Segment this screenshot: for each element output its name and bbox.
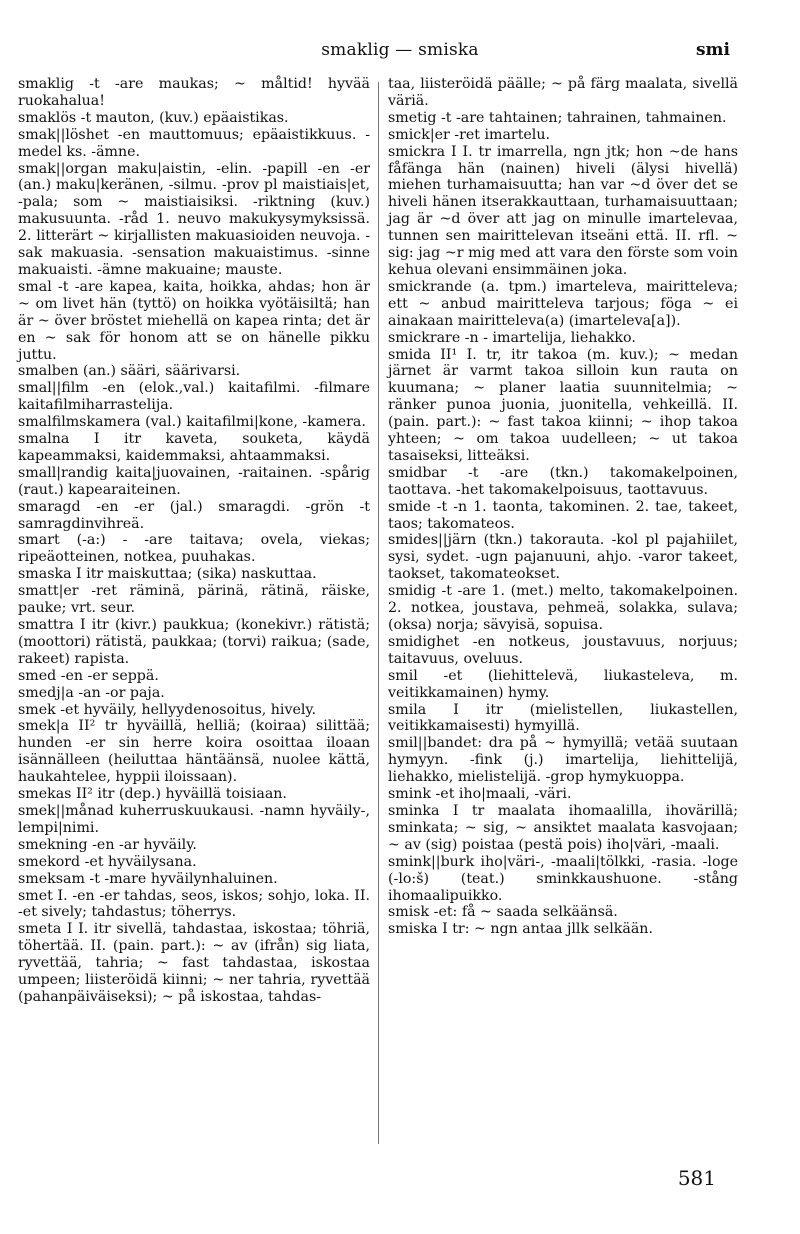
dictionary-entry: smidighet -en notkeus, joustavuus, norjuus; taitavuus, oveluus. [388,633,738,667]
dictionary-entry: smalfilmskamera (val.) kaitafilmi|kone, -kamera. [18,414,366,431]
dictionary-entry: smaragd -en -er (jal.) smaragdi. -grön -t samragdinvihreä. [18,498,370,532]
dictionary-entry: smeta I I. itr sivellä, tahdastaa, iskostaa; töhriä, töhertää. II. (pain. part.): ~ av (ifrån) sig liata, ryvettää, tahria; ~ fast tahdastaa, iskostaa umpeen; liisteröidä kiinni; ~ ner tahria, ryvettää (pahanpäiväiseksi); ~ på iskostaa, tahdas- [18,921,370,1005]
running-head: smaklig — smiska [321,40,479,60]
dictionary-entry: smak||löshet -en mauttomuus; epäaistikkuus. -medel ks. -ämne. [18,126,370,160]
left-column [18,76,370,1006]
column-divider [378,82,379,1144]
dictionary-entry: smekning -en -ar hyväily. [18,836,197,853]
dictionary-entry: sminka I tr maalata ihomaalilla, ihovärillä; sminkata; ~ sig, ~ ansiktet maalata kasvojaan; ~ av (sig) poistaa (pestä pois) iho|väri, -maali. [388,802,738,853]
dictionary-entry: smidbar -t -are (tkn.) takomakelpoinen, taottava. -het takomakelpoisuus, taottavuus. [388,464,738,498]
dictionary-entry: smickrare -n - imartelija, liehakko. [388,329,636,346]
dictionary-entry: smattra I itr (kivr.) paukkua; (konekivr.) rätistä; (moottori) rätistä, paukkaa; (torvi) raikua; (sade, rakeet) rapista. [18,617,370,667]
dictionary-entry: smida II¹ I. tr, itr takoa (m. kuv.); ~ medan järnet är varmt takoa silloin kun rauta on kuumana; ~ planer laatia suunnitelmia; ~ ränker punoa juonia, juonitella, vehkeillä. II. (pain. part.): ~ fast takoa kiinni; ~ ihop takoa yhteen; ~ om takoa uudelleen; ~ ut takoa tasaiseksi, litteäksi. [388,346,738,464]
dictionary-entry: smak||organ maku|aistin, -elin. -papill -en -er (an.) maku|keränen, -silmu. -prov pl maistiais|et, -pala; som ~ maistiaisiksi. -riktning (kuv.) makusuunta. -råd 1. neuvo makukysymyksissä. 2. litterärt ~ kirjallisten makuasioiden neuvoja. -sak makuasia. -sensation makuaistimus. -sinne makuaisti. -ämne makuaine; mauste. [18,160,370,278]
dictionary-entry: smink||burk iho|väri-, -maali|tölkki, -rasia. -loge (-lo:š) (teat.) sminkkaushuone. -stång ihomaalipuikko. [388,853,738,904]
dictionary-entry: smatt|er -ret räminä, pärinä, rätinä, räiske, pauke; vrt. seur. [18,583,370,617]
dictionary-entry: small|randig kaita|juovainen, -raitainen. -spårig (raut.) kapearaiteinen. [18,464,370,498]
dictionary-entry: smal||film -en (elok.,val.) kaitafilmi. -filmare kaitafilmiharrastelija. [18,380,370,414]
dictionary-entry: smek||månad kuherruskuukausi. -namn hyväily-, lempi|nimi. [18,802,370,836]
dictionary-entry: smila I itr (mielistellen, liukastellen, veitikkamaisesti) hymyillä. [388,701,738,735]
dictionary-entry: smekas II² itr (dep.) hyväillä toisiaan. [18,786,287,803]
dictionary-entry: smil||bandet: dra på ~ hymyillä; vetää suutaan hymyyn. -fink (j.) imartelija, liehittelijä, liehakko, mielistelijä. -grop hymykuoppa. [388,735,738,786]
right-column [388,76,738,938]
dictionary-entry: smaklig -t -are maukas; ~ måltid! hyvää ruokahalua! [18,76,370,109]
dictionary-entry: smeksam -t -mare hyväilynhaluinen. [18,870,278,887]
dictionary-entry: taa, liisteröidä päälle; ~ på färg maalata, sivellä väriä. [388,76,738,109]
dictionary-entry: smek -et hyväily, hellyydenosoitus, hively. [18,701,317,718]
dictionary-entry: smed -en -er seppä. [18,667,159,684]
dictionary-entry: smickrande (a. tpm.) imarteleva, mairitteleva; ett ~ anbud mairitteleva tarjous; föga ~ ei ainakaan mairitteleva(a) (imarteleva[a]). [388,278,738,329]
dictionary-entry: smet I. -en -er tahdas, seos, iskos; sohjo, loka. II. -et sively; tahdastus; töherrys. [18,887,370,921]
dictionary-entry: smisk -et: få ~ saada selkäänsä. [388,904,618,921]
corner-guide-word: smi [695,40,730,60]
dictionary-entry: smalben (an.) sääri, säärivarsi. [18,363,241,380]
dictionary-entry: smaklös -t mauton, (kuv.) epäaistikas. [18,109,289,126]
dictionary-entry: smaska I itr maiskuttaa; (sika) naskuttaa. [18,566,317,583]
dictionary-entry: smickra I I. tr imarrella, ngn jtk; hon ~de hans fåfänga hän (nainen) hiveli (älysi hivellä) miehen turhamaisuutta; han var ~d över det se hiveli hänen itserakkauttaan, turhamaisuuttaan; jag är ~d över att jag on minulle imartelevaa, tunnen sen mairittelevan itseäni että. II. rfl. ~ sig: jag ~r mig med att vara den förste som voin kehua olevani ensimmäinen joka. [388,143,738,278]
dictionary-entry: smek|a II² tr hyväillä, helliä; (koiraa) silittää; hunden -er sin herre koira osoittaa iloaan isännälleen (heiluttaa häntäänsä, nuolee kättä, haukahtelee, hyppii iloissaan). [18,718,370,786]
dictionary-entry: smink -et iho|maali, -väri. [388,786,572,803]
dictionary-entry: smides||järn (tkn.) takorauta. -kol pl pajahiilet, sysi, sydet. -ugn pajanuuni, ahjo. -varor takeet, taokset, takomateokset. [388,532,738,583]
dictionary-entry: smetig -t -are tahtainen; tahrainen, tahmainen. [388,109,727,126]
dictionary-entry: smal -t -are kapea, kaita, hoikka, ahdas; hon är ~ om livet hän (tyttö) on hoikka vyötäisiltä; han är ~ över bröstet miehellä on kapea rinta; det är en ~ sak för honom att se on hänelle pikku juttu. [18,278,370,363]
dictionary-entry: smekord -et hyväilysana. [18,853,197,870]
dictionary-entry: smick|er -ret imartelu. [388,126,550,143]
dictionary-entry: smalna I itr kaveta, souketa, käydä kapeammaksi, kaidemmaksi, ahtaammaksi. [18,431,370,464]
dictionary-entry: smide -t -n 1. taonta, takominen. 2. tae, takeet, taos; takomateos. [388,498,738,532]
page-number: 581 [677,1166,716,1190]
dictionary-entry: smiska I tr: ~ ngn antaa jllk selkään. [388,921,653,938]
dictionary-entry: smedj|a -an -or paja. [18,684,165,701]
dictionary-entry: smart (-a:) - -are taitava; ovela, viekas; ripeäotteinen, notkea, puuhakas. [18,532,370,566]
dictionary-entry: smidig -t -are 1. (met.) melto, takomakelpoinen. 2. notkea, joustava, pehmeä, solakka, sulava; (oksa) norja; sävyisä, sopuisa. [388,583,738,633]
dictionary-entry: smil -et (liehittelevä, liukasteleva, m. veitikkamainen) hymy. [388,667,738,701]
